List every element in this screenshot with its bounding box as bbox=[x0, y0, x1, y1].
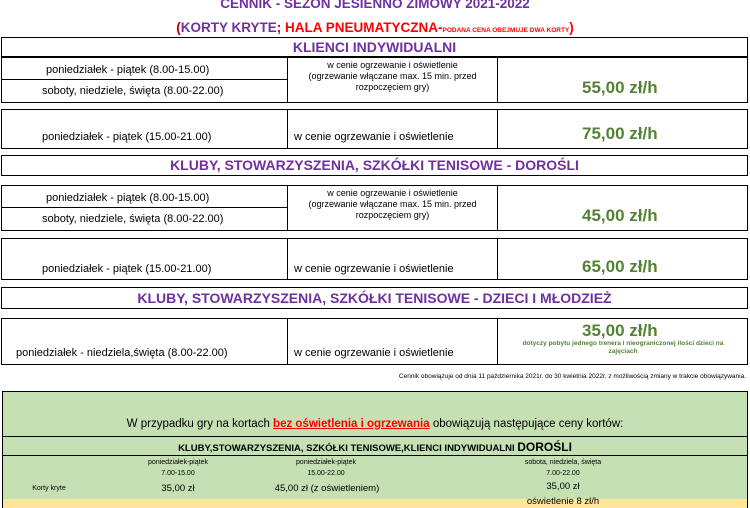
no-light-heading bbox=[3, 436, 747, 456]
heating-note-line3: rozpoczęciem gry) bbox=[355, 82, 430, 92]
heating-note bbox=[289, 60, 496, 93]
col1-price: 35,00 zł bbox=[161, 483, 195, 494]
price-row-individual-day bbox=[1, 57, 748, 103]
col2-price: 45,00 zł (z oświetleniem) bbox=[274, 483, 380, 494]
page-title-text: CENNIK - SEZON JESIENNO ZIMOWY 2021-2022 bbox=[220, 0, 530, 11]
time-all-week: poniedziałek - niedziela,święta (8.00-22.00) bbox=[16, 347, 228, 359]
included-note: w cenie ogrzewanie i oświetlenie bbox=[294, 131, 454, 143]
trainer-note-line2: zajęciach bbox=[608, 348, 638, 355]
row-label-korty-kryte: Korty kryte bbox=[32, 485, 66, 492]
heading-big: DOROŚLI bbox=[517, 440, 572, 454]
time-weekday-morning: poniedziałek - piątek (8.00-15.00) bbox=[46, 192, 210, 204]
time-weekday-evening: poniedziałek - piątek (15.00-21.00) bbox=[42, 263, 212, 275]
included-note: w cenie ogrzewanie i oświetlenie bbox=[294, 347, 454, 359]
subtitle-open-paren: ( bbox=[176, 20, 181, 35]
price-individual-evening: 75,00 zł/h bbox=[582, 124, 658, 143]
subtitle-semicolon: ; bbox=[276, 20, 282, 35]
section-title-clubs-youth: KLUBY, STOWARZYSZENIA, SZKÓŁKI TENISOWE - DZIECI I MŁODZIEŻ bbox=[1, 287, 748, 309]
heating-note bbox=[289, 188, 496, 221]
time-weekend: soboty, niedziele, święta (8.00-22.00) bbox=[42, 85, 224, 97]
subtitle-note: PODANA CENA OBEJMUJE DWA KORTY bbox=[442, 27, 570, 34]
section-title-individual: KLIENCI INDYWIDUALNI bbox=[1, 37, 748, 57]
heating-note-line2: (ogrzewanie włączane max. 15 min. przed bbox=[308, 199, 477, 209]
price-clubs-adults-evening: 65,00 zł/h bbox=[582, 257, 658, 276]
price-row-clubs-adults-evening bbox=[1, 238, 748, 280]
section-title-clubs-adults: KLUBY, STOWARZYSZENIA, SZKÓŁKI TENISOWE - DOROŚLI bbox=[1, 155, 748, 176]
heating-note-line1: w cenie ogrzewanie i oświetlenie bbox=[327, 60, 458, 70]
intro-after: obowiązują następujące ceny kortów: bbox=[429, 418, 624, 430]
price-individual-day: 55,00 zł/h bbox=[582, 78, 658, 97]
price-row-individual-evening bbox=[1, 109, 748, 149]
heating-note-line3: rozpoczęciem gry) bbox=[355, 210, 430, 220]
col2-days: poniedziałek-piątek bbox=[296, 459, 356, 466]
intro-before: W przypadku gry na kortach bbox=[126, 418, 274, 430]
col2-hours: 15.00-22.00 bbox=[307, 470, 345, 477]
subtitle-korty-kryte: KORTY KRYTE bbox=[180, 20, 277, 35]
col3-days: sobota, niedziela, święta bbox=[524, 459, 602, 466]
col3-extra-band bbox=[3, 496, 747, 508]
price-clubs-youth: 35,00 zł/h bbox=[582, 321, 658, 340]
subtitle-close-paren: ) bbox=[569, 20, 574, 35]
intro-highlight: bez oświetlenia i ogrzewania bbox=[273, 418, 430, 430]
page-subtitle bbox=[0, 19, 750, 37]
col3-extra: oświetlenie 8 zł/h bbox=[526, 496, 600, 507]
time-weekend: soboty, niedziele, święta (8.00-22.00) bbox=[42, 213, 224, 225]
col1-days: poniedziałek-piątek bbox=[148, 459, 208, 466]
col3-hours: 7.00-22.00 bbox=[546, 470, 580, 477]
col3-price: 35,00 zł bbox=[546, 481, 580, 492]
time-weekday-morning: poniedziałek - piątek (8.00-15.00) bbox=[46, 64, 210, 76]
no-light-intro bbox=[3, 418, 747, 430]
heating-note-line1: w cenie ogrzewanie i oświetlenie bbox=[327, 188, 458, 198]
subtitle-hala: HALA PNEUMATYCZNA bbox=[285, 20, 438, 35]
col1-hours: 7.00-15.00 bbox=[161, 470, 195, 477]
time-weekday-evening: poniedziałek - piątek (15.00-21.00) bbox=[42, 131, 212, 143]
trainer-note bbox=[499, 340, 747, 356]
included-note: w cenie ogrzewanie i oświetlenie bbox=[294, 263, 454, 275]
no-light-pricing-box bbox=[2, 391, 748, 508]
trainer-note-line1: dotyczy pobytu jednego trenera i nieograniczonej ilości dzieci na bbox=[522, 340, 724, 347]
validity-note: Cennik obowiązuje od dnia 11 października 2021r. do 30 kwietnia 2022r. z możliwością zmiany w trakcie obowiązywania. bbox=[398, 373, 746, 380]
heading-small: KLUBY,STOWARZYSZENIA, SZKÓŁKI TENISOWE,KLIENCI INDYWIDUALNI bbox=[178, 443, 518, 454]
subtitle-dash: - bbox=[438, 20, 443, 35]
heating-note-line2: (ogrzewanie włączane max. 15 min. przed bbox=[308, 71, 477, 81]
price-row-clubs-adults-day bbox=[1, 185, 748, 231]
price-row-clubs-youth bbox=[1, 318, 748, 365]
price-clubs-adults-day: 45,00 zł/h bbox=[582, 206, 658, 225]
page-title bbox=[0, 0, 750, 19]
